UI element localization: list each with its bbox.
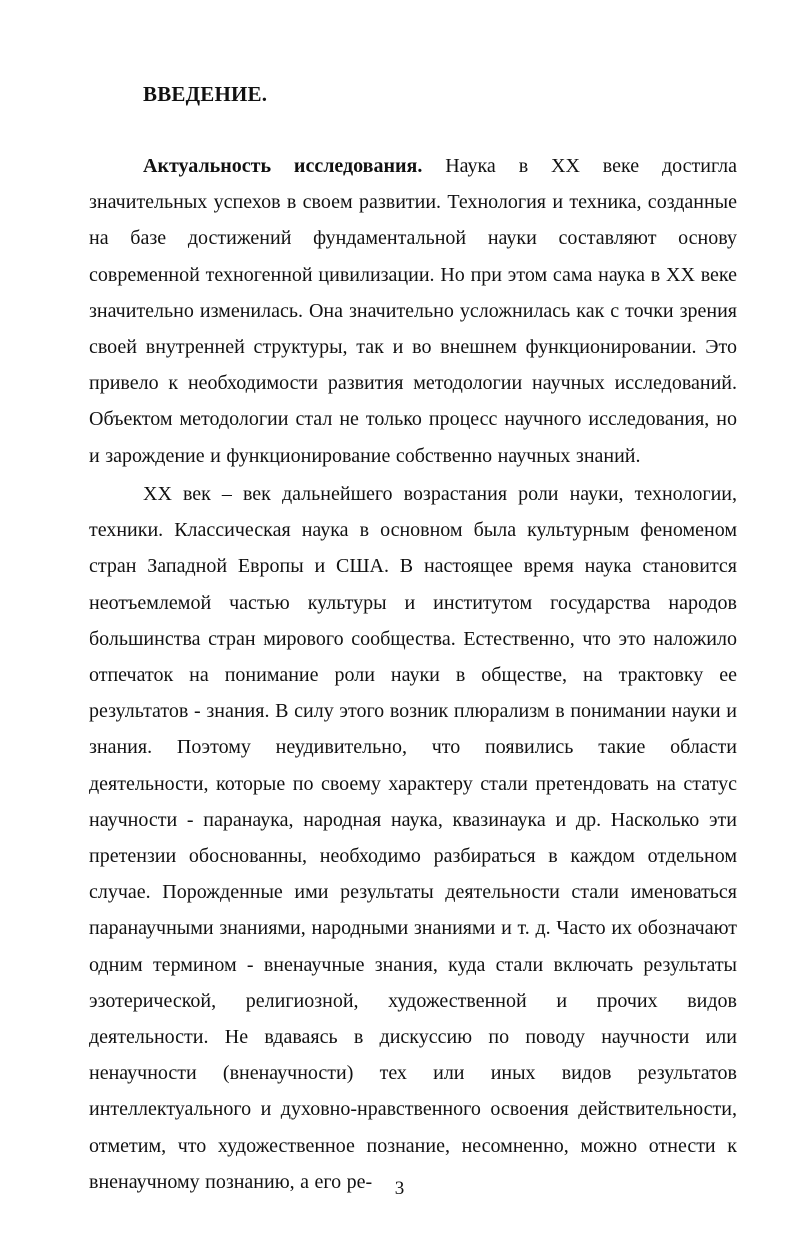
page-heading: ВВЕДЕНИЕ. — [143, 82, 268, 106]
paragraph-xx-century — [89, 476, 737, 1200]
page-number: 3 — [394, 1178, 405, 1199]
paragraph-text: Наука в XX веке достигла значительных успехов в своем развитии. Технология и техника, созданные на базе достижений фундаментальной науки составляют основу современной техногенной цивилизации. Но при этом сама наука в XX веке значительно изменилась. Она значительно усложнилась как с точки зрения своей внутренней структуры, так и во внешнем функционировании. Это привело к необходимости развития методологии научных исследований. Объектом методологии стал не только процесс научного исследования, но и зарождение и функционирование собственно научных знаний. — [89, 155, 738, 467]
paragraph-text: XX век – век дальнейшего возрастания роли науки, технологии, техники. Классическая наука в основном была культурным феноменом стран Западной Европы и США. В настоящее время наука становится неотъемлемой частью культуры и институтом государства народов большинства стран мирового сообщества. Естественно, что это наложило отпечаток на понимание роли науки в обществе, на трактовку ее результатов - знания. В силу этого возник плюрализм в понимании науки и знания. Поэтому неудивительно, что появились такие области деятельности, которые по своему характеру стали претендовать на статус научности - паранаука, народная наука, квазинаука и др. Насколько эти претензии обоснованны, необходимо разбираться в каждом отдельном случае. Порожденные ими результаты деятельности стали именоваться паранаучными знаниями, народными знаниями и т. д. Часто их обозначают одним термином - вненаучные знания, куда стали включать результаты эзотерической, религиозной, художественной и прочих видов деятельности. Не вдаваясь в дискуссию по поводу научности или ненаучности (вненаучности) тех или иных видов результатов интеллектуального и духовно-нравственного освоения действительности, отметим, что художественное познание, несомненно, можно отнести к вненаучному познанию, а его ре- — [89, 483, 737, 1193]
paragraph-lead: Актуальность исследования. — [143, 155, 423, 177]
paragraph-relevance — [89, 148, 737, 474]
